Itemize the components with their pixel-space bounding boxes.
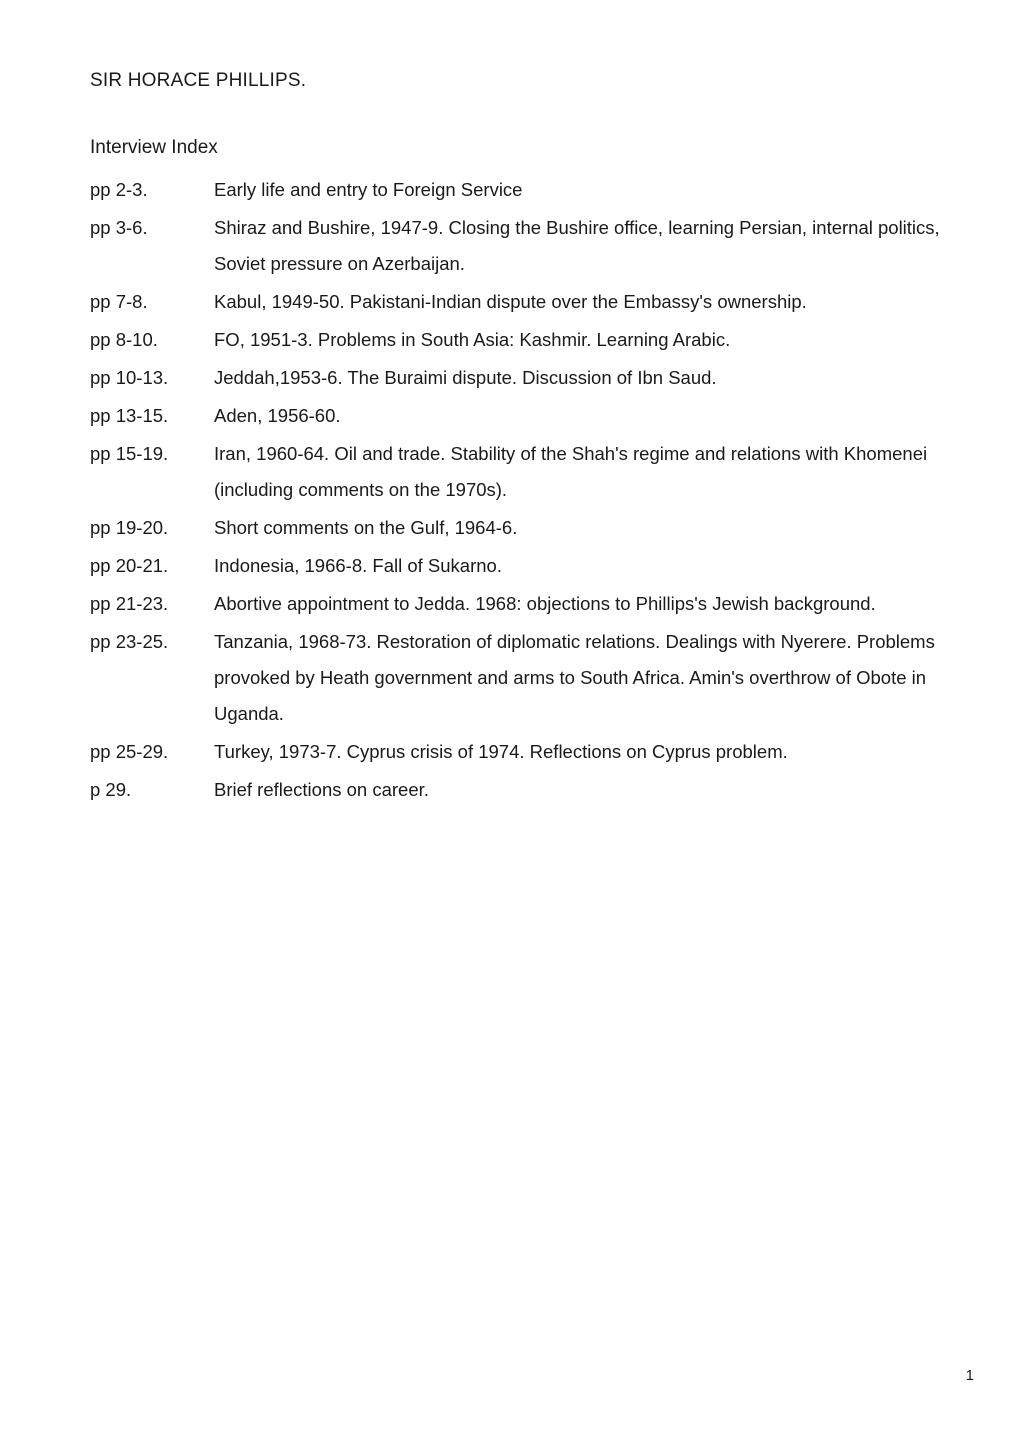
entry-description: Early life and entry to Foreign Service: [214, 179, 523, 200]
entry-description: Shiraz and Bushire, 1947-9. Closing the Bushire office, learning Persian, internal politics, Soviet pressure on Azerbaijan.: [214, 217, 940, 274]
entry-pages: pp 8-10.: [90, 329, 158, 350]
index-entry: [90, 172, 990, 208]
index-entry: [90, 284, 990, 320]
entry-pages: pp 23-25.: [90, 631, 169, 652]
entry-pages: pp 3-6.: [90, 217, 148, 238]
page-number: 1: [965, 1367, 974, 1384]
entry-description: Abortive appointment to Jedda. 1968: objections to Phillips's Jewish background.: [214, 593, 876, 614]
index-entry: [90, 436, 990, 508]
index-entry: [90, 772, 990, 808]
entry-description: Jeddah,1953-6. The Buraimi dispute. Discussion of Ibn Saud.: [214, 367, 717, 388]
index-entry: [90, 510, 990, 546]
entry-pages: pp 25-29.: [90, 741, 169, 762]
entry-pages: pp 13-15.: [90, 405, 169, 426]
entry-pages: pp 15-19.: [90, 443, 169, 464]
index-list: [90, 172, 990, 810]
index-entry: [90, 548, 990, 584]
entry-pages: pp 20-21.: [90, 555, 169, 576]
entry-description: Aden, 1956-60.: [214, 405, 341, 426]
index-entry: [90, 624, 990, 732]
entry-description: Kabul, 1949-50. Pakistani-Indian dispute over the Embassy's ownership.: [214, 291, 807, 312]
entry-pages: pp 2-3.: [90, 179, 148, 200]
index-entry: [90, 398, 990, 434]
entry-pages: pp 10-13.: [90, 367, 169, 388]
entry-description: Iran, 1960-64. Oil and trade. Stability of the Shah's regime and relations with Khomenei (including comments on the 1970s).: [214, 443, 928, 500]
entry-pages: pp 7-8.: [90, 291, 148, 312]
index-entry: [90, 360, 990, 396]
index-entry: [90, 586, 990, 622]
entry-description: Brief reflections on career.: [214, 779, 429, 800]
entry-description: Turkey, 1973-7. Cyprus crisis of 1974. Reflections on Cyprus problem.: [214, 741, 788, 762]
index-entry: [90, 734, 990, 770]
index-heading: Interview Index: [90, 137, 218, 158]
entry-pages: pp 19-20.: [90, 517, 169, 538]
document-title: SIR HORACE PHILLIPS.: [90, 70, 307, 91]
entry-pages: pp 21-23.: [90, 593, 169, 614]
entry-description: Indonesia, 1966-8. Fall of Sukarno.: [214, 555, 502, 576]
entry-pages: p 29.: [90, 779, 132, 800]
entry-description: Short comments on the Gulf, 1964-6.: [214, 517, 518, 538]
index-entry: [90, 210, 990, 282]
index-entry: [90, 322, 990, 358]
entry-description: FO, 1951-3. Problems in South Asia: Kashmir. Learning Arabic.: [214, 329, 731, 350]
entry-description: Tanzania, 1968-73. Restoration of diplomatic relations. Dealings with Nyerere. Problems provoked by Heath government and arms to South Africa. Amin's overthrow of Obote in Uganda.: [214, 631, 935, 724]
